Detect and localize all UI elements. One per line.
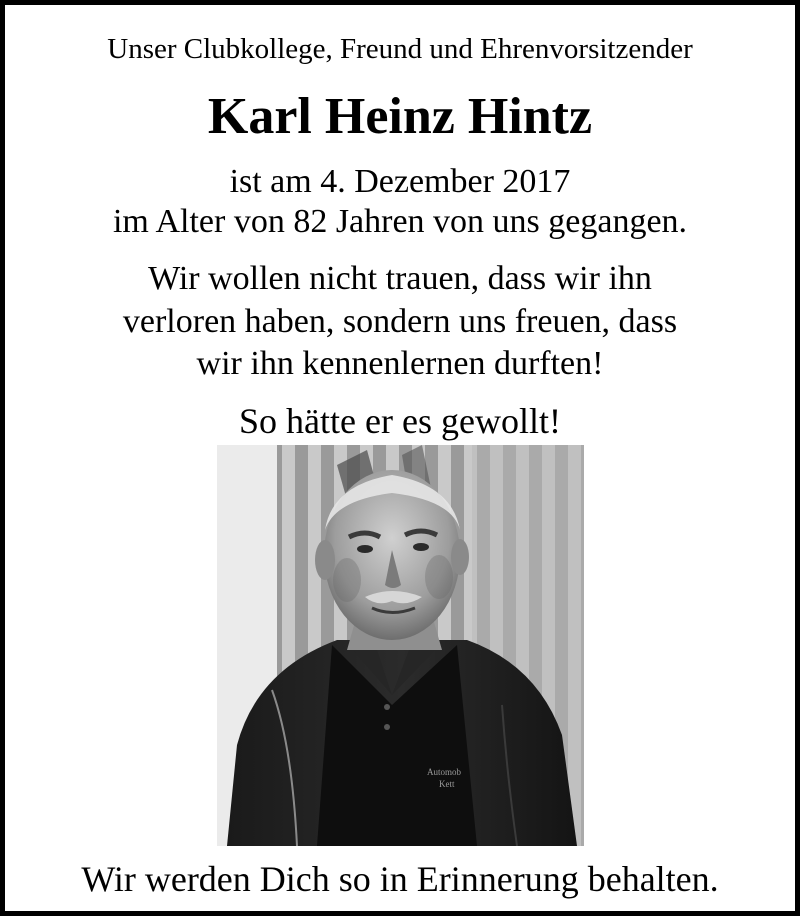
quote-line-2: verloren haben, sondern uns freuen, dass (122, 303, 678, 340)
intro-line: Unser Clubkollege, Freund und Ehrenvorsitzender (107, 33, 693, 65)
portrait-illustration (217, 445, 584, 846)
quote-line-1: Wir wollen nicht trauen, dass wir ihn (148, 260, 652, 297)
deceased-name: Karl Heinz Hintz (207, 88, 593, 145)
closing-line: Wir werden Dich so in Erinnerung behalten. (81, 859, 719, 899)
shirt-embroidery-1: Automob (427, 767, 462, 777)
portrait-photo (217, 445, 584, 846)
shirt-embroidery-2: Kett (439, 779, 455, 789)
age-line: im Alter von 82 Jahren von uns gegangen. (112, 203, 688, 240)
date-line: ist am 4. Dezember 2017 (229, 163, 571, 200)
quote-line-3: wir ihn kennenlernen durften! (196, 345, 604, 382)
wish-line: So hätte er es gewollt! (239, 401, 561, 441)
